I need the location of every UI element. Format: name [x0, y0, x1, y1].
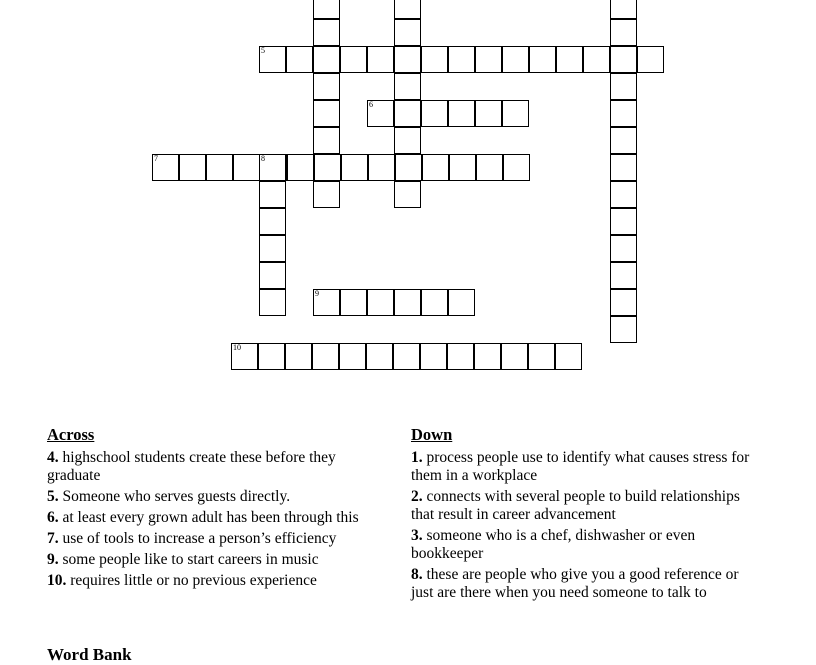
crossword-cell[interactable] — [259, 208, 286, 235]
crossword-cell[interactable] — [421, 289, 448, 316]
clue-number: 5. — [47, 488, 63, 505]
crossword-cell[interactable] — [259, 262, 286, 289]
clue-item — [47, 509, 392, 527]
clue-text: at least every grown adult has been through this — [62, 509, 359, 526]
crossword-cell[interactable] — [610, 100, 637, 127]
crossword-cell[interactable] — [394, 100, 421, 127]
clue-number: 8. — [411, 566, 427, 583]
clue-number: 10. — [47, 572, 71, 589]
crossword-cell[interactable] — [312, 343, 339, 370]
crossword-cell[interactable] — [529, 46, 556, 73]
across-clue-list — [47, 449, 392, 590]
clue-item — [47, 530, 392, 548]
clue-item — [47, 449, 392, 485]
crossword-cell[interactable] — [287, 154, 314, 181]
crossword-cell[interactable] — [422, 154, 449, 181]
crossword-cell[interactable] — [340, 46, 367, 73]
crossword-cell[interactable] — [448, 46, 475, 73]
crossword-cell[interactable] — [556, 46, 583, 73]
clue-number: 9. — [47, 551, 63, 568]
crossword-cell[interactable] — [367, 46, 394, 73]
crossword-cell[interactable] — [394, 0, 421, 19]
crossword-cell[interactable] — [447, 343, 474, 370]
crossword-cell[interactable] — [259, 46, 286, 73]
crossword-cell[interactable] — [233, 154, 260, 181]
crossword-cell[interactable] — [610, 262, 637, 289]
crossword-cell[interactable] — [610, 154, 637, 181]
cell-number: 10 — [233, 343, 241, 352]
crossword-cell[interactable] — [258, 343, 285, 370]
crossword-cell[interactable] — [152, 154, 179, 181]
crossword-cell[interactable] — [503, 154, 530, 181]
crossword-cell[interactable] — [367, 289, 394, 316]
cell-number: 9 — [315, 289, 319, 298]
clue-item — [47, 488, 392, 506]
crossword-cell[interactable] — [394, 46, 421, 73]
clue-item — [411, 449, 756, 485]
crossword-cell[interactable] — [285, 343, 312, 370]
crossword-cell[interactable] — [286, 46, 313, 73]
crossword-cell[interactable] — [475, 46, 502, 73]
crossword-cell[interactable] — [259, 181, 286, 208]
crossword-cell[interactable] — [394, 181, 421, 208]
crossword-cell[interactable] — [555, 343, 582, 370]
crossword-cell[interactable] — [313, 19, 340, 46]
crossword-cell[interactable] — [313, 73, 340, 100]
crossword-cell[interactable] — [474, 343, 501, 370]
clue-text: some people like to start careers in music — [62, 551, 319, 568]
clue-number: 4. — [47, 449, 63, 466]
clue-text: process people use to identify what causes stress for them in a workplace — [411, 449, 750, 484]
clue-item — [47, 572, 392, 590]
crossword-cell[interactable] — [610, 0, 637, 19]
crossword-cell[interactable] — [394, 73, 421, 100]
clue-text: someone who is a chef, dishwasher or even bookkeeper — [411, 527, 696, 562]
crossword-cell[interactable] — [313, 127, 340, 154]
cell-number: 8 — [261, 154, 265, 163]
crossword-cell[interactable] — [610, 316, 637, 343]
crossword-cell[interactable] — [420, 343, 447, 370]
crossword-cell[interactable] — [610, 127, 637, 154]
crossword-cell[interactable] — [610, 73, 637, 100]
clue-number: 6. — [47, 509, 63, 526]
crossword-cell[interactable] — [394, 19, 421, 46]
crossword-cell[interactable] — [313, 46, 340, 73]
crossword-cell[interactable] — [259, 289, 286, 316]
crossword-cell[interactable] — [448, 100, 475, 127]
crossword-cell[interactable] — [259, 154, 286, 181]
clue-number: 2. — [411, 488, 427, 505]
crossword-cell[interactable] — [313, 289, 340, 316]
clue-text: connects with several people to build relationships that result in career advancement — [411, 488, 740, 523]
crossword-cell[interactable] — [368, 154, 395, 181]
clue-text: Someone who serves guests directly. — [62, 488, 291, 505]
crossword-cell[interactable] — [610, 208, 637, 235]
clue-number: 3. — [411, 527, 427, 544]
clue-text: requires little or no previous experience — [70, 572, 317, 589]
crossword-cell[interactable] — [637, 46, 664, 73]
crossword-cell[interactable] — [610, 289, 637, 316]
across-heading: Across — [47, 425, 95, 444]
crossword-cell[interactable] — [502, 46, 529, 73]
clue-item — [411, 527, 756, 563]
crossword-cell[interactable] — [313, 100, 340, 127]
crossword-cell[interactable] — [448, 289, 475, 316]
down-heading: Down — [411, 425, 453, 444]
crossword-cell[interactable] — [393, 343, 420, 370]
crossword-cell[interactable] — [475, 100, 502, 127]
crossword-cell[interactable] — [610, 46, 637, 73]
down-clue-list — [411, 449, 756, 602]
crossword-cell[interactable] — [339, 343, 366, 370]
crossword-cell[interactable] — [610, 19, 637, 46]
cell-number: 6 — [369, 100, 373, 109]
crossword-cell[interactable] — [366, 343, 393, 370]
crossword-cell[interactable] — [394, 127, 421, 154]
crossword-cell[interactable] — [583, 46, 610, 73]
crossword-cell[interactable] — [528, 343, 555, 370]
crossword-cell[interactable] — [501, 343, 528, 370]
crossword-cell[interactable] — [340, 289, 367, 316]
crossword-cell[interactable] — [421, 46, 448, 73]
cell-number: 5 — [261, 46, 265, 55]
clue-item — [411, 488, 756, 524]
down-clues-column — [411, 425, 756, 605]
crossword-cell[interactable] — [341, 154, 368, 181]
crossword-cell[interactable] — [476, 154, 503, 181]
clue-text: highschool students create these before they graduate — [47, 449, 336, 484]
crossword-cell[interactable] — [367, 100, 394, 127]
crossword-cell[interactable] — [206, 154, 233, 181]
clue-number: 1. — [411, 449, 427, 466]
word-bank-heading: Word Bank — [47, 645, 132, 664]
crossword-cell[interactable] — [421, 100, 448, 127]
crossword-cell[interactable] — [259, 235, 286, 262]
crossword-cell[interactable] — [179, 154, 206, 181]
clue-text: use of tools to increase a person’s efficiency — [62, 530, 337, 547]
crossword-cell[interactable] — [502, 100, 529, 127]
crossword-cell[interactable] — [313, 181, 340, 208]
crossword-cell[interactable] — [394, 289, 421, 316]
crossword-cell[interactable] — [449, 154, 476, 181]
clue-item — [411, 566, 756, 602]
crossword-cell[interactable] — [395, 154, 422, 181]
crossword-cell[interactable] — [314, 154, 341, 181]
crossword-cell[interactable] — [610, 181, 637, 208]
crossword-cell[interactable] — [313, 0, 340, 19]
crossword-cell[interactable] — [231, 343, 258, 370]
crossword-cell[interactable] — [610, 235, 637, 262]
clue-number: 7. — [47, 530, 63, 547]
clue-text: these are people who give you a good reference or just are there when you need someone to talk to — [411, 566, 739, 601]
across-clues-column — [47, 425, 392, 593]
cell-number: 7 — [154, 154, 158, 163]
clue-item — [47, 551, 392, 569]
